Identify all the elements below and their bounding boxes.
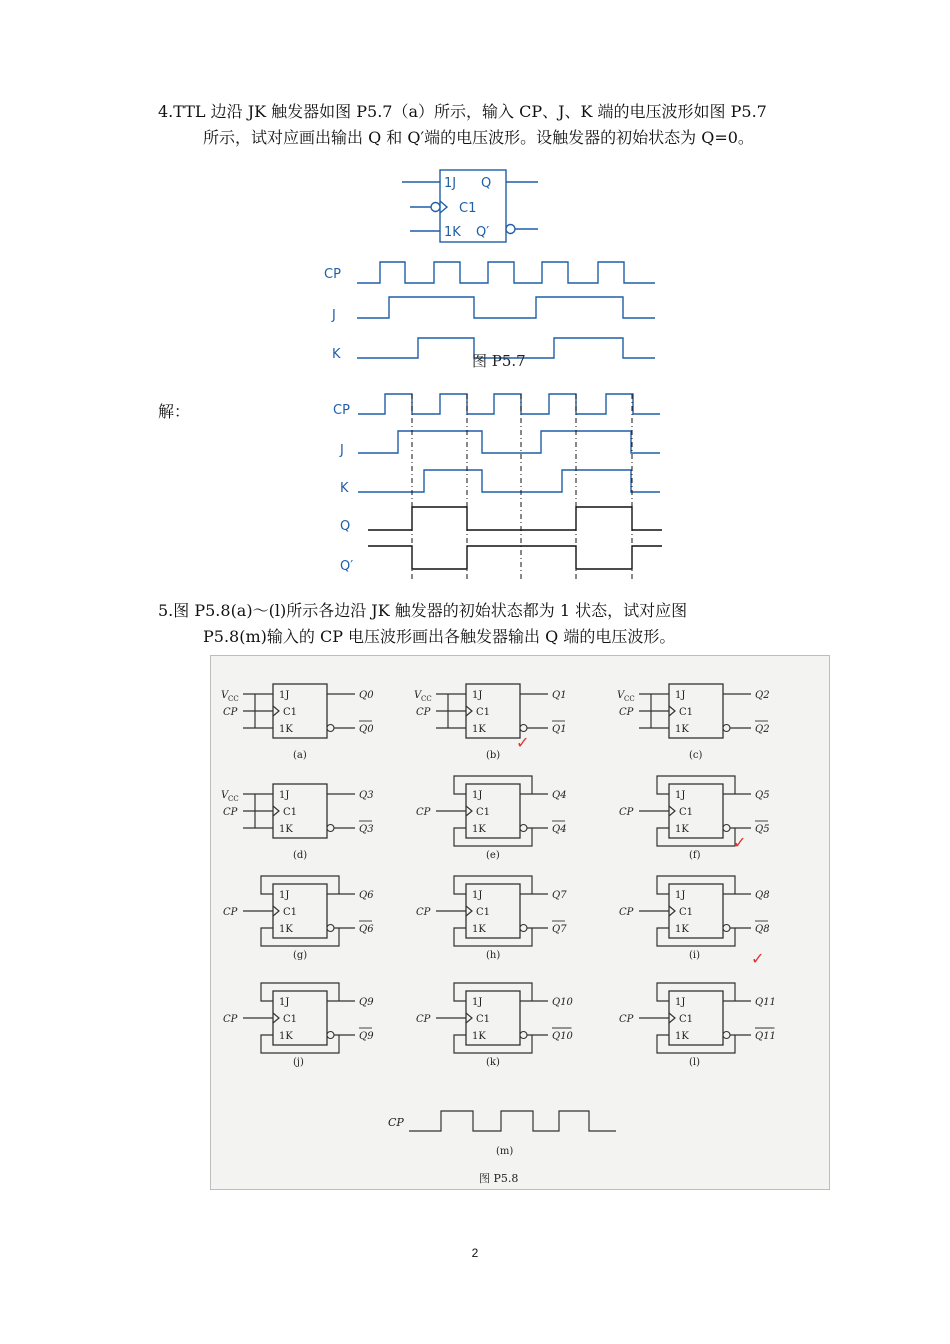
q-label-a: Q0 [359, 690, 374, 701]
qn-bubble-f [723, 825, 730, 832]
pin-c1-k: C1 [476, 1014, 491, 1025]
pin-1j-e: 1J [472, 790, 483, 801]
clock-wedge-h [466, 906, 472, 916]
clock-wedge-j [273, 1013, 279, 1023]
q-label-g: Q6 [359, 890, 374, 901]
vcc-sub-c: CC [624, 695, 635, 703]
pin-1j-k: 1J [472, 997, 483, 1008]
pin-1j-f: 1J [675, 790, 686, 801]
clock-wedge-c [669, 706, 675, 716]
pin-1j-h: 1J [472, 890, 483, 901]
qn-label-k: Q10 [552, 1031, 573, 1042]
clock-wedge-a [273, 706, 279, 716]
ff-c1-label: C1 [459, 201, 477, 216]
q-label-i: Q8 [755, 890, 770, 901]
pin-1k-a: 1K [279, 724, 293, 735]
qn-bubble-j [327, 1032, 334, 1039]
vcc-sub-d: CC [228, 795, 239, 803]
pin-c1-e: C1 [476, 807, 491, 818]
ff-q-label: Q [481, 176, 492, 191]
pin-c1-a: C1 [283, 707, 298, 718]
qn-bubble-a [327, 725, 334, 732]
sol-wave-k [358, 470, 660, 492]
check-mark-0: ✓ [516, 733, 530, 752]
qn-label-e: Q4 [552, 824, 567, 835]
pin-1k-g: 1K [279, 924, 293, 935]
cp-label-e: CP [416, 807, 431, 818]
sol-cp-label: CP [333, 403, 350, 418]
pin-1j-g: 1J [279, 890, 290, 901]
vcc-label-d: V [221, 790, 229, 801]
vcc-sub-a: CC [228, 695, 239, 703]
problem4-line1: 4.TTL 边沿 JK 触发器如图 P5.7（a）所示，输入 CP、J、K 端的电压波形如图 P5.7 [158, 102, 767, 121]
pin-c1-b: C1 [476, 707, 491, 718]
vcc-sub-b: CC [421, 695, 432, 703]
qn-bubble-c [723, 725, 730, 732]
caption-a: (a) [293, 750, 307, 761]
caption-h: (h) [486, 950, 501, 961]
caption-d: (d) [293, 850, 308, 861]
cp-m-label: CP [388, 1116, 404, 1129]
problem5-line1: 5.图 P5.8(a)～(l)所示各边沿 JK 触发器的初始状态都为 1 状态，试对应图 [158, 601, 688, 620]
qn-bubble-h [520, 925, 527, 932]
qn-bubble-i [723, 925, 730, 932]
wave-j-label: J [332, 308, 336, 323]
qn-label-f: Q5 [755, 824, 770, 835]
caption-e: (e) [486, 850, 500, 861]
pin-c1-f: C1 [679, 807, 694, 818]
cp-label-l: CP [619, 1014, 634, 1025]
caption-j: (j) [293, 1057, 304, 1068]
pin-1j-i: 1J [675, 890, 686, 901]
pin-c1-g: C1 [283, 907, 298, 918]
q-label-b: Q1 [552, 690, 567, 701]
caption-k: (k) [486, 1057, 500, 1068]
q-label-d: Q3 [359, 790, 374, 801]
pin-c1-h: C1 [476, 907, 491, 918]
cp-label-g: CP [223, 907, 238, 918]
pin-1k-f: 1K [675, 824, 689, 835]
pin-1j-d: 1J [279, 790, 290, 801]
vcc-label-a: V [221, 690, 229, 701]
caption-m: (m) [496, 1146, 514, 1157]
ff-1j-label: 1J [444, 176, 457, 191]
q-label-h: Q7 [552, 890, 567, 901]
q-label-k: Q10 [552, 997, 573, 1008]
clock-wedge-f [669, 806, 675, 816]
qn-label-l: Q11 [755, 1031, 776, 1042]
sol-qn-label: Q′ [340, 559, 354, 574]
pin-1k-h: 1K [472, 924, 486, 935]
cp-label-i: CP [619, 907, 634, 918]
sol-q-label: Q [340, 519, 351, 534]
sol-wave-j [358, 431, 660, 453]
caption-f: (f) [689, 850, 701, 861]
qn-bubble-l [723, 1032, 730, 1039]
cp-label-k: CP [416, 1014, 431, 1025]
pin-1j-l: 1J [675, 997, 686, 1008]
clock-wedge-b [466, 706, 472, 716]
pin-1k-i: 1K [675, 924, 689, 935]
vcc-label-c: V [617, 690, 625, 701]
figure-p58-caption: 图 P5.8 [479, 1172, 519, 1185]
sol-wave-cp [358, 394, 660, 414]
qn-label-d: Q3 [359, 824, 374, 835]
qn-label-i: Q8 [755, 924, 770, 935]
pin-c1-c: C1 [679, 707, 694, 718]
pin-1k-d: 1K [279, 824, 293, 835]
q-label-l: Q11 [755, 997, 776, 1008]
pin-1k-e: 1K [472, 824, 486, 835]
pin-1j-a: 1J [279, 690, 290, 701]
clock-wedge-l [669, 1013, 675, 1023]
cp-label-b: CP [416, 707, 431, 718]
qn-label-c: Q2 [755, 724, 770, 735]
figure-p58-scan [210, 655, 830, 1190]
qn-label-j: Q9 [359, 1031, 374, 1042]
check-mark-1: ✓ [733, 833, 747, 852]
clock-wedge-k [466, 1013, 472, 1023]
figure-p57-caption: 图 P5.7 [472, 352, 526, 370]
problem4-line2: 所示，试对应画出输出 Q 和 Q′端的电压波形。设触发器的初始状态为 Q=0。 [203, 128, 754, 147]
q-label-c: Q2 [755, 690, 770, 701]
wave-k-label: K [332, 347, 341, 362]
qn-bubble-k [520, 1032, 527, 1039]
qn-label-b: Q1 [552, 724, 567, 735]
sol-k-label: K [340, 481, 349, 496]
pin-1j-c: 1J [675, 690, 686, 701]
cp-label-f: CP [619, 807, 634, 818]
ff-1k-label: 1K [444, 225, 461, 240]
caption-b: (b) [486, 750, 501, 761]
pin-1k-l: 1K [675, 1031, 689, 1042]
wave-cp-label: CP [324, 267, 341, 282]
cp-label-d: CP [223, 807, 238, 818]
clock-wedge-g [273, 906, 279, 916]
qn-bubble-e [520, 825, 527, 832]
sol-j-label: J [340, 443, 344, 458]
qn-label-g: Q6 [359, 924, 374, 935]
pin-1k-c: 1K [675, 724, 689, 735]
check-mark-2: ✓ [751, 949, 765, 968]
caption-g: (g) [293, 950, 308, 961]
pin-c1-d: C1 [283, 807, 298, 818]
cp-m-wave [409, 1111, 616, 1131]
pin-1k-b: 1K [472, 724, 486, 735]
q-label-f: Q5 [755, 790, 770, 801]
pin-c1-i: C1 [679, 907, 694, 918]
caption-i: (i) [689, 950, 701, 961]
figure-p58-drawing [211, 656, 829, 1189]
pin-1j-j: 1J [279, 997, 290, 1008]
cp-label-j: CP [223, 1014, 238, 1025]
qn-bubble-g [327, 925, 334, 932]
ff-qn-label: Q′ [476, 225, 490, 240]
page-number: 2 [471, 1246, 479, 1260]
caption-l: (l) [689, 1057, 701, 1068]
pin-1k-k: 1K [472, 1031, 486, 1042]
figure-p57 [0, 0, 950, 640]
clock-wedge-d [273, 806, 279, 816]
cp-label-c: CP [619, 707, 634, 718]
cp-label-a: CP [223, 707, 238, 718]
wave-j [357, 297, 655, 318]
qn-label-h: Q7 [552, 924, 567, 935]
clock-wedge-i [669, 906, 675, 916]
qn-bubble-d [327, 825, 334, 832]
clock-wedge-e [466, 806, 472, 816]
pin-1j-b: 1J [472, 690, 483, 701]
cp-label-h: CP [416, 907, 431, 918]
problem5-line2: P5.8(m)输入的 CP 电压波形画出各触发器输出 Q 端的电压波形。 [203, 627, 676, 646]
pin-c1-j: C1 [283, 1014, 298, 1025]
q-label-j: Q9 [359, 997, 374, 1008]
qn-bubble-b [520, 725, 527, 732]
pin-1k-j: 1K [279, 1031, 293, 1042]
qn-label-a: Q0 [359, 724, 374, 735]
vcc-label-b: V [414, 690, 422, 701]
pin-c1-l: C1 [679, 1014, 694, 1025]
caption-c: (c) [689, 750, 703, 761]
wave-cp [357, 262, 655, 283]
solution-label: 解： [158, 402, 191, 421]
q-label-e: Q4 [552, 790, 567, 801]
